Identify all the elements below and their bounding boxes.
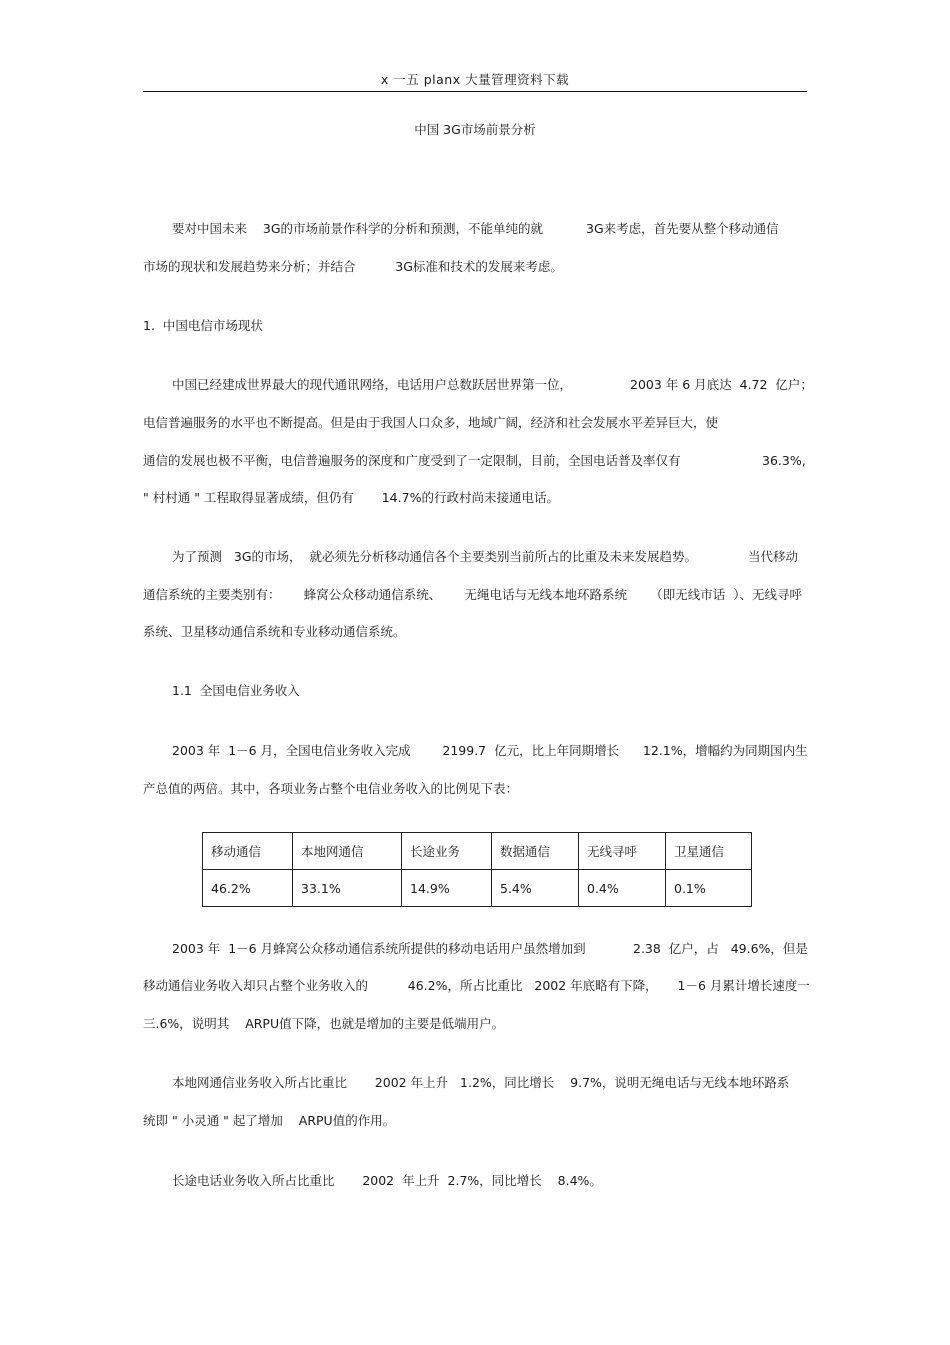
document-title: 中国 3G市场前景分析 [414, 122, 536, 137]
header-divider [143, 91, 807, 92]
revenue-share-table [202, 832, 752, 907]
paragraph-line: 当代移动 [748, 549, 799, 564]
paragraph-line: 2003 年 6 月底达 4.72 亿户； [630, 377, 813, 392]
paragraph-line: 通信的发展也极不平衡，电信普遍服务的深度和广度受到了一定限制，目前，全国电话普及率仅有 [143, 453, 681, 468]
paragraph-line: 三.6%，说明其 ARPU值下降，也就是增加的主要是低端用户。 [143, 1016, 505, 1031]
table-row [203, 870, 752, 907]
table-cell: 33.1% [293, 870, 402, 907]
table-cell: 0.1% [666, 870, 752, 907]
table-header-row [203, 833, 752, 870]
table-cell: 5.4% [492, 870, 579, 907]
table-cell: 46.2% [203, 870, 293, 907]
paragraph-line: 系统、卫星移动通信系统和专业移动通信系统。 [143, 624, 406, 639]
paragraph-line: 2003 年 1－6 月蜂窝公众移动通信系统所提供的移动电话用户虽然增加到 [172, 941, 586, 956]
text-run: 蜂窝公众移动通信系统、 [303, 587, 442, 602]
page-header: x 一五 planx 大量管理资料下载 [380, 72, 570, 87]
paragraph-line: 产总值的两倍。其中，各项业务占整个电信业务收入的比例见下表： [143, 781, 519, 796]
paragraph-line: 2.38 亿户，占 49.6%，但是 [633, 941, 808, 956]
table-cell: 0.4% [579, 870, 666, 907]
paragraph-line: 市场的现状和发展趋势来分析；并结合 3G标准和技术的发展来考虑。 [143, 259, 563, 274]
paragraph-line: 长途电话业务收入所占比重比 2002 年上升 2.7%，同比增长 8.4%。 [172, 1173, 602, 1188]
text-run: 无绳电话与无线本地环路系统 [464, 587, 628, 602]
paragraph-line: 36.3%, [762, 453, 806, 468]
paragraph-line: 要对中国未来 3G的市场前景作科学的分析和预测，不能单纯的就 [172, 221, 544, 236]
table-header-cell: 移动通信 [203, 833, 293, 870]
paragraph-line [143, 587, 802, 603]
text-run: （即无线市话 ）、无线寻呼 [650, 587, 802, 602]
text-run: 通信系统的主要类别有： [143, 587, 281, 602]
table-header-cell: 本地网通信 [293, 833, 402, 870]
section-heading: 1. 中国电信市场现状 [143, 318, 263, 333]
paragraph-line: 2003 年 1－6 月，全国电信业务收入完成 2199.7 亿元，比上年同期增长 12.1%，增幅约为同期国内生 [172, 743, 808, 758]
table-header-cell: 卫星通信 [666, 833, 752, 870]
table-cell: 14.9% [402, 870, 492, 907]
table-header-cell: 无线寻呼 [579, 833, 666, 870]
section-heading: 1.1 全国电信业务收入 [172, 683, 300, 698]
paragraph-line: 统即 " 小灵通 " 起了增加 ARPU值的作用。 [143, 1113, 396, 1128]
paragraph-line: 中国已经建成世界最大的现代通讯网络，电话用户总数跃居世界第一位， [172, 377, 573, 392]
table-header-cell: 长途业务 [402, 833, 492, 870]
paragraph-line: 为了预测 3G的市场， 就必须先分析移动通信各个主要类别当前所占的比重及未来发展趋势。 [172, 549, 698, 564]
paragraph-line: 3G来考虑，首先要从整个移动通信 [586, 221, 779, 236]
table-header-cell: 数据通信 [492, 833, 579, 870]
paragraph-line: 移动通信业务收入却只占整个业务收入的 46.2%，所占比重比 2002 年底略有下降， 1－6 月累计增长速度一 [143, 978, 810, 993]
paragraph-line: 本地网通信业务收入所占比重比 2002 年上升 1.2%，同比增长 9.7%，说明无绳电话与无线本地环路系 [172, 1075, 790, 1090]
paragraph-line: 电信普遍服务的水平也不断提高。但是由于我国人口众多，地域广阔，经济和社会发展水平差异巨大，使 [143, 415, 719, 430]
paragraph-line: " 村村通 " 工程取得显著成绩，但仍有 14.7%的行政村尚未接通电话。 [143, 490, 559, 505]
